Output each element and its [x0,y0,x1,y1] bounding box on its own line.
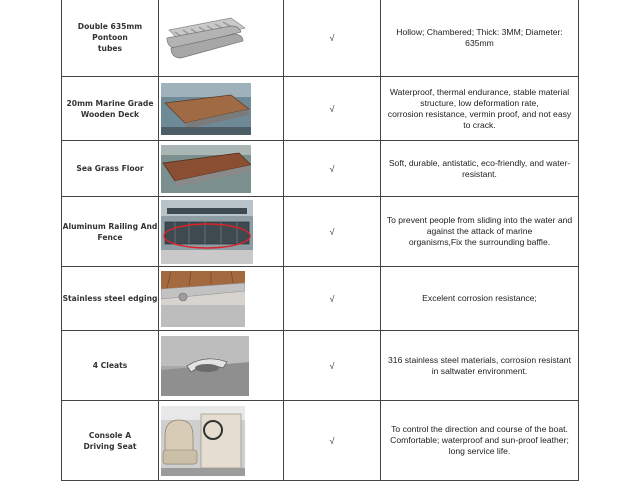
feature-description: Soft, durable, antistatic, eco-friendly, and water- resistant. [381,141,579,197]
cleat-photo [161,336,283,396]
aluminum-railing-photo [161,200,283,264]
feature-description: To control the direction and course of the boat. Comfortable; waterproof and sun-proof leather; long service life. [381,401,579,481]
included-checkmark: √ [284,77,381,141]
feature-photo-cell [159,331,284,401]
table-row [62,197,579,267]
feature-name: Double 635mm Pontoon tubes [62,0,159,77]
table-row [62,77,579,141]
feature-name: 4 Cleats [62,331,159,401]
feature-photo-cell [159,267,284,331]
feature-description: To prevent people from sliding into the water and against the attack of marine organisms,Fix the surrounding baffle. [381,197,579,267]
feature-description: 316 stainless steel materials, corrosion resistant in saltwater environment. [381,331,579,401]
included-checkmark: √ [284,0,381,77]
included-checkmark: √ [284,267,381,331]
included-checkmark: √ [284,331,381,401]
feature-description: Hollow; Chambered; Thick: 3MM; Diameter: 635mm [381,0,579,77]
spec-table [61,0,579,481]
feature-photo-cell [159,77,284,141]
feature-photo-cell [159,401,284,481]
included-checkmark: √ [284,197,381,267]
wooden-deck-photo [161,83,283,135]
console-seat-photo [161,406,283,476]
feature-description: Waterproof, thermal endurance, stable material structure, low deformation rate, corrosion resistance, vermin proof, and not easy to crack. [381,77,579,141]
pontoon-tubes-photo [161,8,283,68]
feature-name: Console A Driving Seat [62,401,159,481]
feature-name: 20mm Marine Grade Wooden Deck [62,77,159,141]
included-checkmark: √ [284,141,381,197]
feature-description: Excelent corrosion resistance; [381,267,579,331]
stainless-edging-photo [161,271,283,327]
table-row [62,141,579,197]
feature-photo-cell [159,141,284,197]
table-row [62,0,579,77]
feature-name: Aluminum Railing And Fence [62,197,159,267]
table-row [62,267,579,331]
feature-name: Sea Grass Floor [62,141,159,197]
included-checkmark: √ [284,401,381,481]
table-row [62,401,579,481]
table-row [62,331,579,401]
feature-photo-cell [159,197,284,267]
feature-photo-cell [159,0,284,77]
sea-grass-floor-photo [161,145,283,193]
feature-name: Stainless steel edging [62,267,159,331]
